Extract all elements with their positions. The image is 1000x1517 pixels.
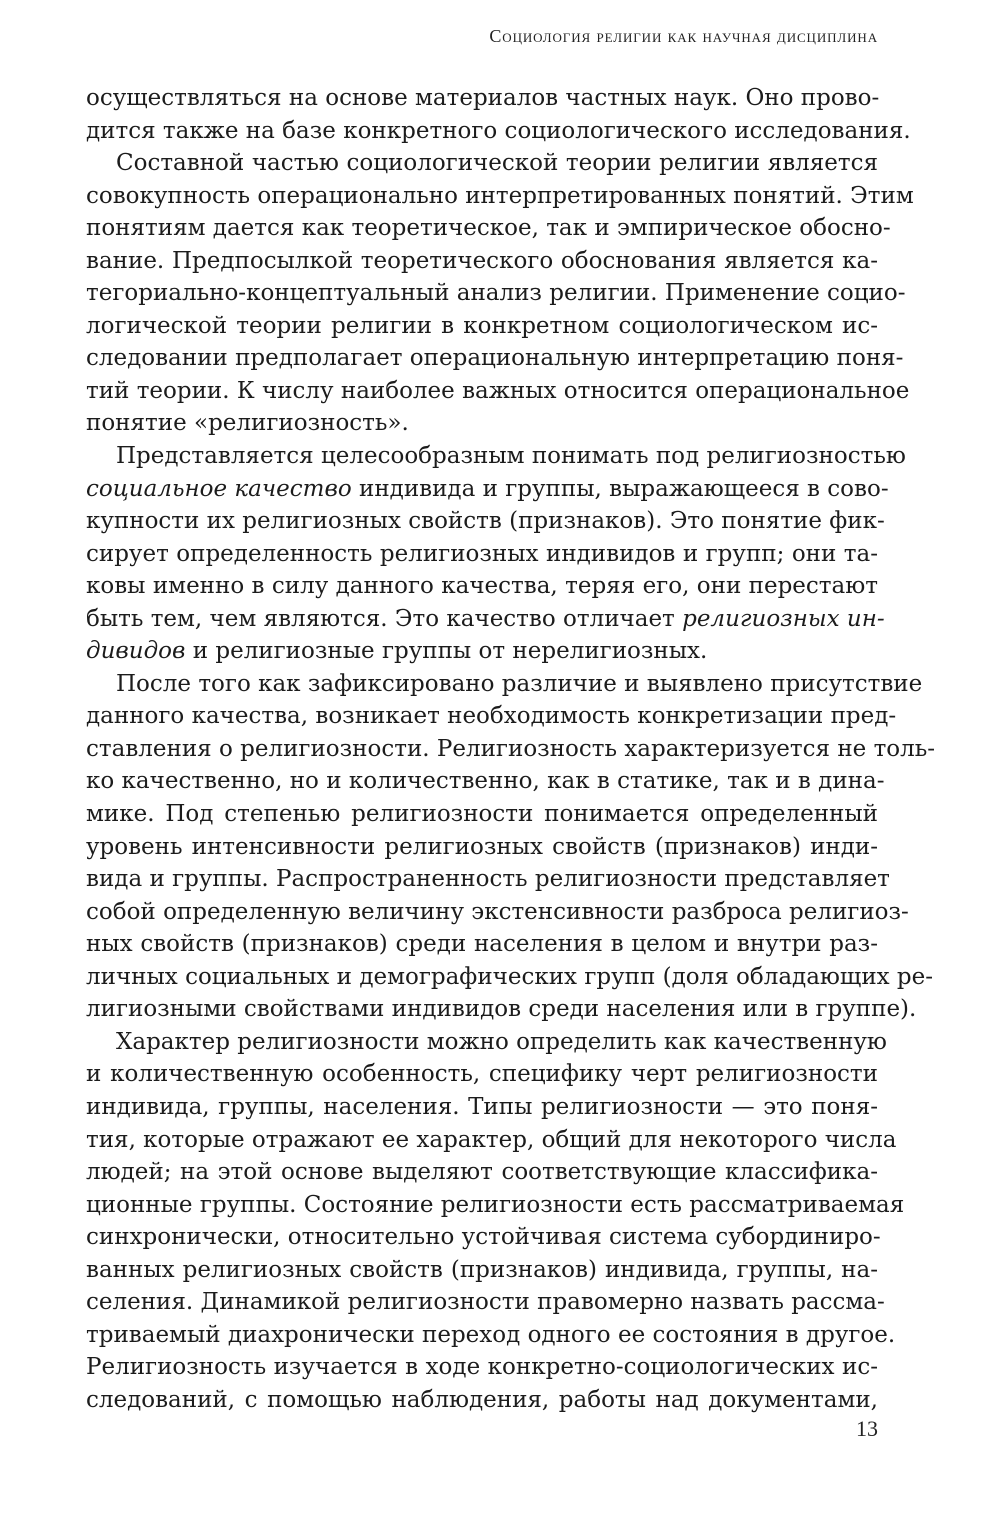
line-text: людей; на этой основе выделяют соответствующие классифика-: [86, 1159, 878, 1186]
line-text: тегориально-концептуальный анализ религии. Применение социо-: [86, 280, 906, 307]
text-line: [86, 1384, 878, 1417]
line-text: вание. Предпосылкой теоретического обоснования является ка-: [86, 247, 878, 274]
text-line: [86, 407, 878, 440]
text-line: [86, 310, 878, 343]
text-line: [86, 440, 906, 473]
line-text: дится также на базе конкретного социологического исследования.: [86, 117, 911, 144]
line-text: ко качественно, но и количественно, как в статике, так и в дина-: [86, 768, 885, 795]
line-text: следований, с помощью наблюдения, работы над документами,: [86, 1386, 878, 1413]
line-text: собой определенную величину экстенсивности разброса религиоз-: [86, 898, 909, 925]
text-line: [86, 180, 914, 213]
text-line: [86, 668, 923, 701]
line-text: Религиозность изучается в ходе конкретно-социологических ис-: [86, 1354, 878, 1381]
line-text: Составной частью социологической теории религии является: [116, 150, 878, 177]
running-head: Социология религии как научная дисциплина: [489, 26, 878, 46]
line-text: селения. Динамикой религиозности правомерно назвать рассма-: [86, 1289, 885, 1316]
text-line: [86, 342, 904, 375]
text-line: [86, 1221, 881, 1254]
line-text: личных социальных и демографических групп (доля обладающих ре-: [86, 963, 934, 990]
text-line: [86, 1156, 878, 1189]
text-line: [86, 115, 911, 148]
text-line: [86, 1286, 885, 1319]
text-line: [86, 831, 878, 864]
text-line: [86, 1124, 897, 1157]
italic-term: социальное качество: [86, 475, 352, 502]
line-text: совокупность операционально интерпретированных понятий. Этим: [86, 182, 914, 209]
page-number: 13: [856, 1416, 878, 1441]
body-text: [86, 82, 936, 1416]
line-text: данного качества, возникает необходимость конкретизации пред-: [86, 703, 897, 730]
text-line: [86, 147, 878, 180]
line-text: После того как зафиксировано различие и выявлено присутствие: [116, 670, 923, 697]
line-text: ных свойств (признаков) среди населения в целом и внутри раз-: [86, 931, 878, 958]
line-text: понятие «религиозность».: [86, 410, 409, 437]
line-text: Характер религиозности можно определить как качественную: [116, 1028, 887, 1055]
text-line: [86, 1254, 878, 1287]
text-line: [86, 603, 885, 636]
line-text: тий теории. К числу наиболее важных относится операциональное: [86, 377, 910, 404]
text-line: [86, 765, 885, 798]
text-line: [86, 993, 917, 1026]
text-line: [86, 700, 897, 733]
line-text: понятиям дается как теоретическое, так и эмпирическое обосно-: [86, 215, 891, 242]
text-line: [86, 505, 885, 538]
text-line: [86, 570, 878, 603]
line-text: синхронически, относительно устойчивая система субординиро-: [86, 1224, 881, 1251]
text-line: [86, 1026, 887, 1059]
text-line: [86, 961, 934, 994]
text-line: [86, 538, 878, 571]
text-line: [86, 733, 936, 766]
line-text: Представляется целесообразным понимать под религиозностью: [116, 443, 906, 470]
line-text: сирует определенность религиозных индивидов и групп; они та-: [86, 540, 878, 567]
text-line: [86, 1091, 878, 1124]
line-text: логической теории религии в конкретном социологическом ис-: [86, 312, 878, 339]
line-text: купности их религиозных свойств (признаков). Это понятие фик-: [86, 508, 885, 535]
line-text: и религиозные группы от нерелигиозных.: [185, 638, 708, 665]
text-line: [86, 212, 891, 245]
line-text: ставления о религиозности. Религиозность характеризуется не толь-: [86, 735, 936, 762]
text-line: [86, 277, 906, 310]
line-text: уровень интенсивности религиозных свойств (признаков) инди-: [86, 833, 878, 860]
line-text: и количественную особенность, специфику черт религиозности: [86, 1061, 878, 1088]
line-text: мике. Под степенью религиозности понимается определенный: [86, 801, 878, 828]
line-text: триваемый диахронически переход одного ее состояния в другое.: [86, 1321, 896, 1348]
text-line: [86, 1058, 878, 1091]
text-line: [86, 1319, 896, 1352]
text-line: [86, 896, 909, 929]
text-line: [86, 928, 878, 961]
text-line: [86, 1351, 878, 1384]
italic-term: дивидов: [86, 638, 186, 665]
line-text: индивида и группы, выражающееся в сово-: [351, 475, 889, 502]
text-line: [86, 245, 878, 278]
line-text: ванных религиозных свойств (признаков) индивида, группы, на-: [86, 1256, 878, 1283]
line-text: быть тем, чем являются. Это качество отличает: [86, 605, 683, 632]
text-line: [86, 473, 889, 506]
text-line: [86, 863, 890, 896]
line-text: осуществляться на основе материалов частных наук. Оно прово-: [86, 85, 880, 111]
line-text: вида и группы. Распространенность религиозности представляет: [86, 866, 890, 893]
text-line: [86, 635, 878, 668]
line-text: тия, которые отражают ее характер, общий для некоторого числа: [86, 1126, 897, 1153]
text-line: [86, 798, 878, 831]
line-text: ционные группы. Состояние религиозности есть рассматриваемая: [86, 1191, 905, 1218]
line-text: индивида, группы, населения. Типы религиозности — это поня-: [86, 1093, 878, 1120]
text-line: [86, 375, 910, 408]
line-text: ковы именно в силу данного качества, теряя его, они перестают: [86, 573, 878, 600]
text-line: [86, 1189, 905, 1222]
line-text: следовании предполагает операциональную интерпретацию поня-: [86, 345, 904, 372]
line-text: лигиозными свойствами индивидов среди населения или в группе).: [86, 996, 917, 1023]
italic-term: религиозных ин-: [682, 605, 885, 632]
text-line: [86, 82, 878, 115]
